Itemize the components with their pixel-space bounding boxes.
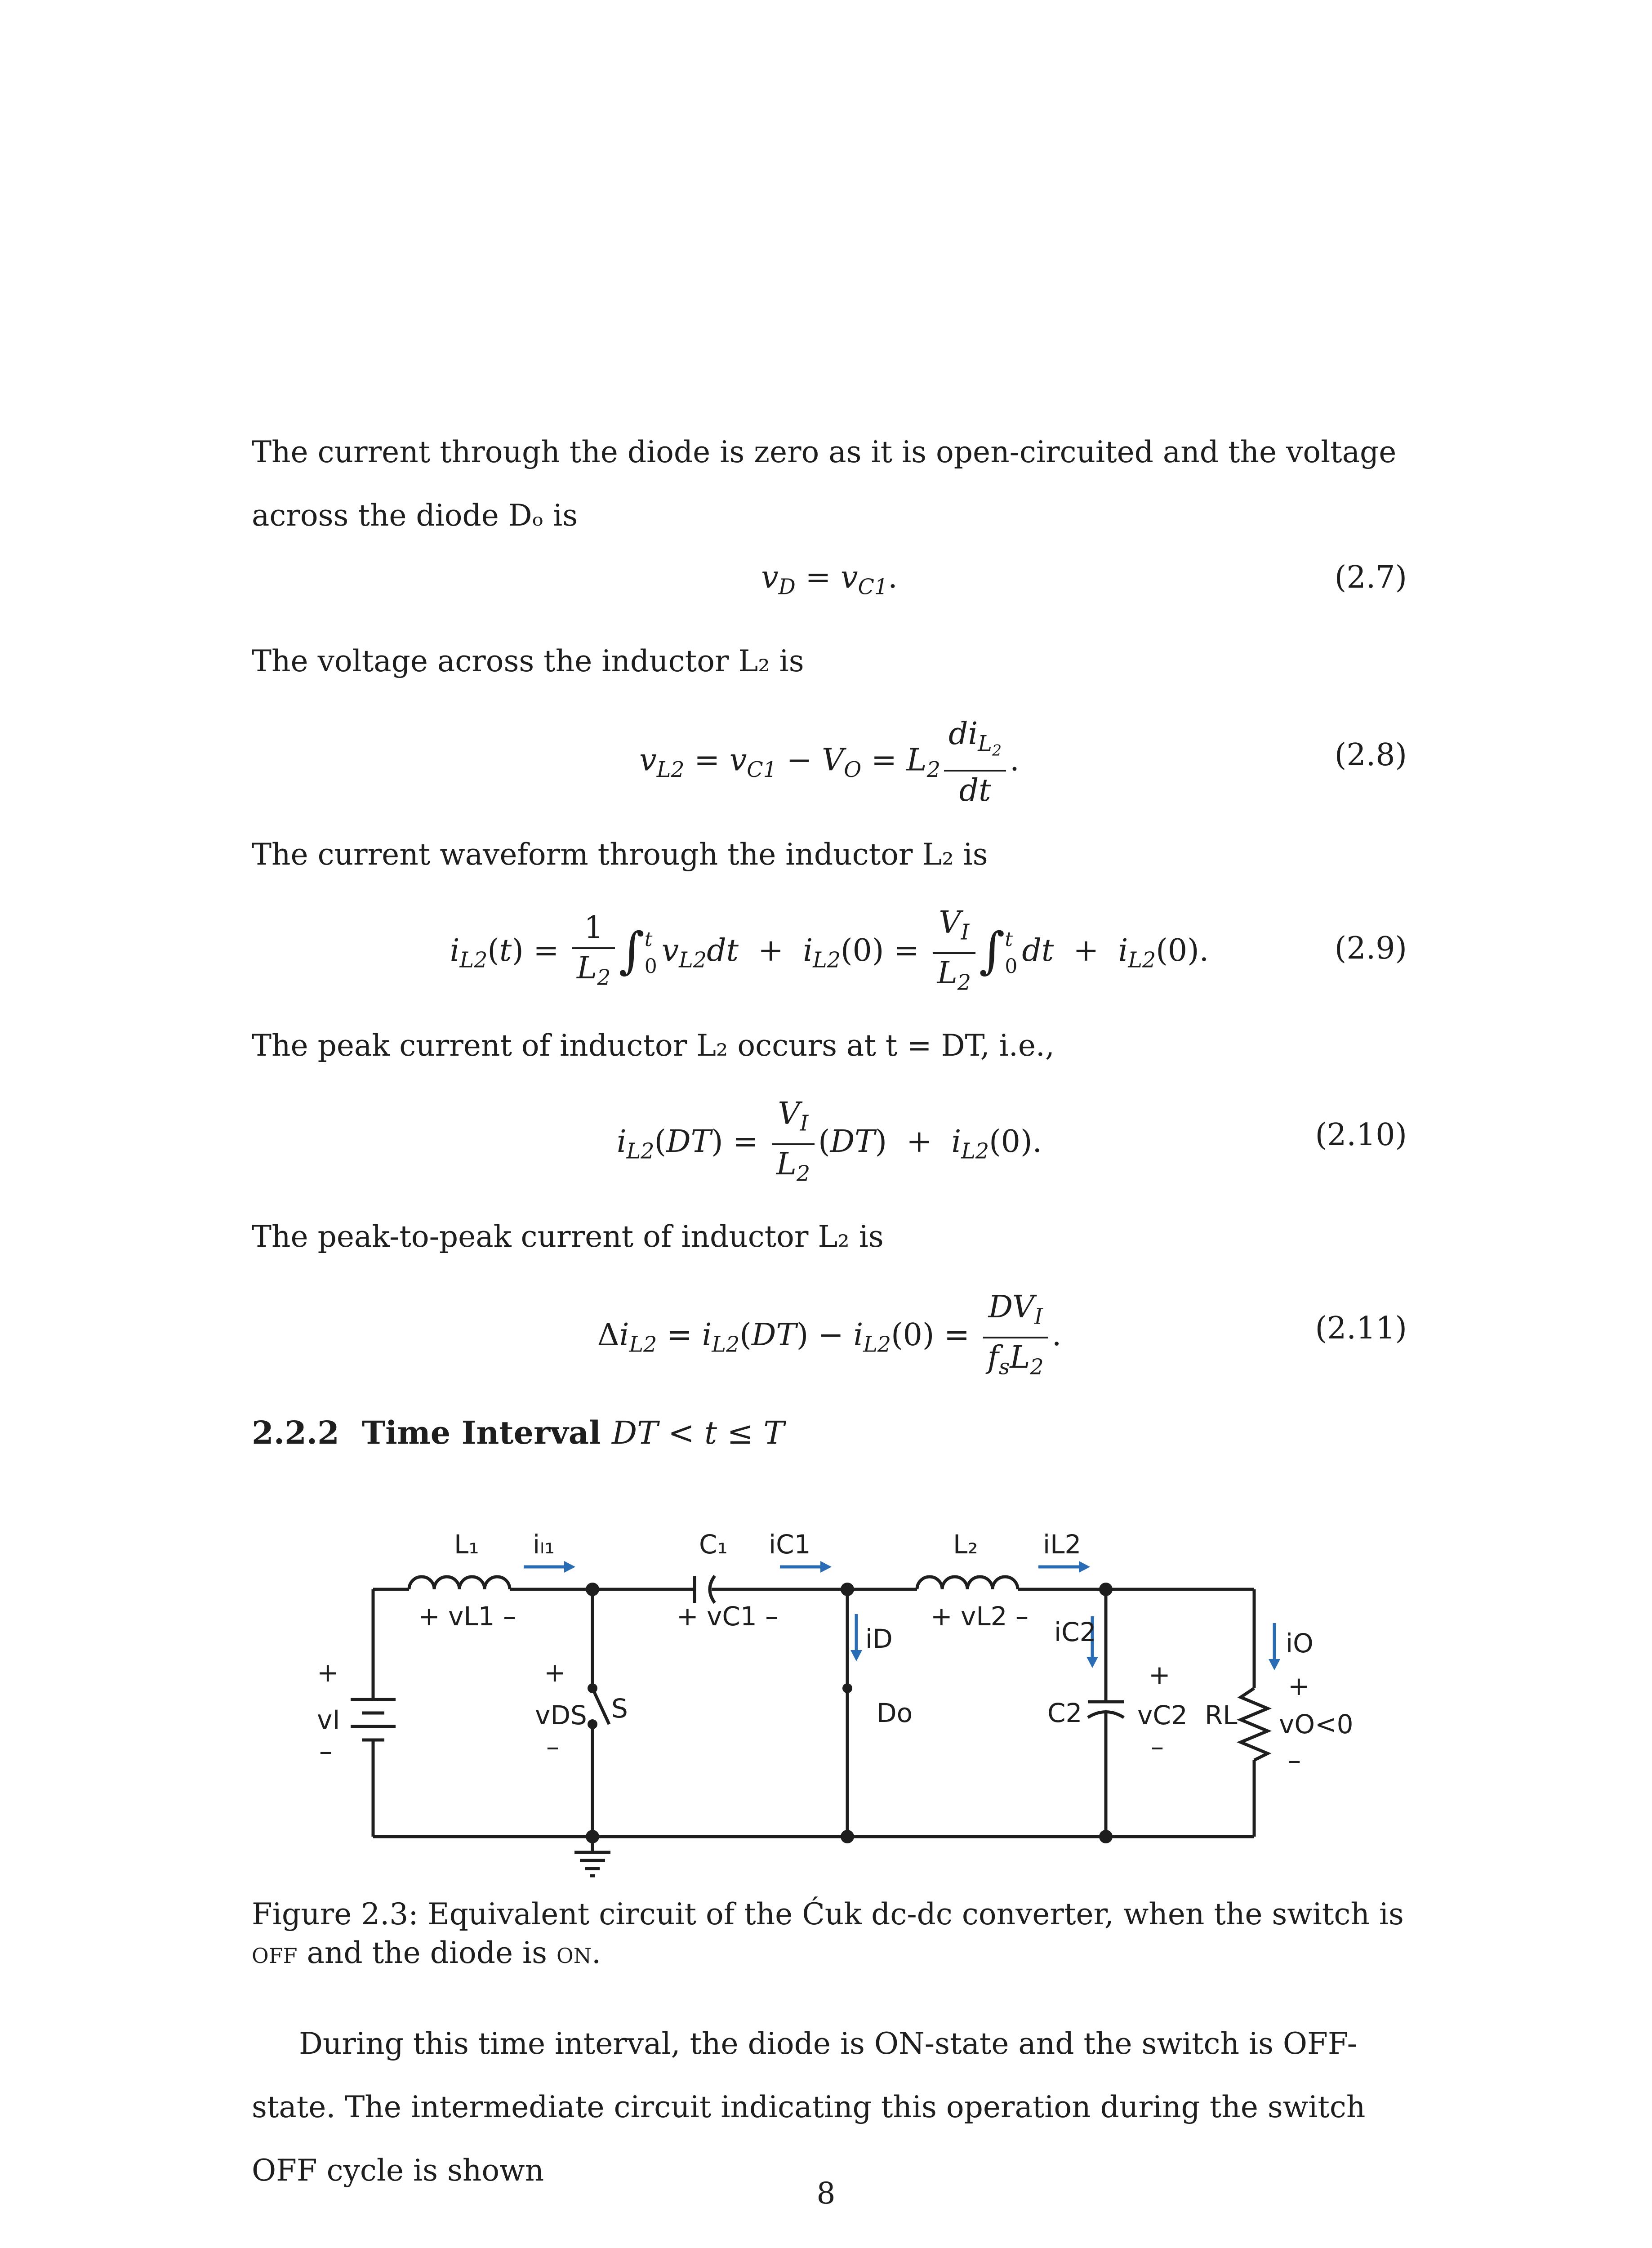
switch-contact xyxy=(588,1719,597,1729)
section-title: Time Interval xyxy=(362,1414,601,1451)
paragraph-inductor-voltage: The voltage across the inductor L₂ is xyxy=(252,644,804,678)
label-il2: iL2 xyxy=(1043,1529,1082,1560)
arrowhead xyxy=(564,1561,575,1573)
diode-contact xyxy=(842,1683,852,1693)
inductor-l2-coil xyxy=(917,1577,1018,1589)
label-switch-s: S xyxy=(611,1693,628,1724)
label-c2: C2 xyxy=(1047,1698,1082,1728)
equation-number: (2.8) xyxy=(1334,737,1407,773)
label-vl1: + vL1 – xyxy=(418,1601,517,1632)
inductor-l1-coil xyxy=(409,1577,510,1589)
junction-node xyxy=(1099,1830,1113,1843)
label-id: iD xyxy=(865,1624,893,1654)
equation-2-11-body: $\Delta i_{L2} = i_{L2}(DT) - i_{L2}(0)$ = $\frac{DV_I}{f_sL_2}$ . xyxy=(252,1288,1407,1387)
label-vc1: + vC1 – xyxy=(677,1601,779,1632)
label-minus: – xyxy=(1288,1745,1301,1775)
label-minus: – xyxy=(319,1736,332,1766)
junction-node xyxy=(586,1583,599,1596)
label-io: iO xyxy=(1286,1628,1314,1659)
equation-2-10 xyxy=(252,1095,1407,1185)
section-title-math: DT < t ≤ T xyxy=(612,1414,784,1451)
switch-s-blade xyxy=(592,1688,609,1724)
equation-number: (2.10) xyxy=(1315,1117,1407,1153)
label-minus: – xyxy=(546,1731,559,1762)
arrowhead xyxy=(1079,1561,1090,1573)
junction-node xyxy=(586,1830,599,1843)
equation-2-9-body: $i_{L2}(t)$ = $\frac{1}{L_2}$ ∫ t 0 $v_{L2}dt + i_{L2}(0)$ = $\frac{V_I}{L_2}$ ∫ t 0 dt + $i_{L2}(0)$. xyxy=(252,904,1407,1002)
arrowhead xyxy=(1086,1657,1098,1668)
label-vi: vI xyxy=(317,1704,340,1735)
label-vl2: + vL2 – xyxy=(931,1601,1029,1632)
equation-number: (2.9) xyxy=(1334,931,1407,966)
junction-node xyxy=(841,1830,854,1843)
figure-caption: Figure 2.3: Equivalent circuit of the Ćuk dc-dc converter, when the switch is off and the diode is on. xyxy=(252,1897,1404,1970)
section-number: 2.2.2 xyxy=(252,1414,339,1451)
label-il1: iₗ₁ xyxy=(533,1529,555,1560)
paragraph-diode-current: The current through the diode is zero as it is open-circuited and the voltage across the diode Dₒ is xyxy=(252,435,1397,533)
label-vc2: vC2 xyxy=(1137,1700,1188,1731)
cuk-converter-circuit-diagram xyxy=(288,1511,1354,1902)
label-plus: + xyxy=(317,1657,339,1688)
junction-node xyxy=(841,1583,854,1596)
equation-2-7-body: $v_D = v_{C1}$. xyxy=(761,560,898,600)
resistor-rl-zigzag xyxy=(1241,1688,1268,1760)
equation-2-11 xyxy=(252,1288,1407,1378)
arrowhead xyxy=(820,1561,832,1573)
label-minus: – xyxy=(1151,1731,1164,1762)
label-do: Do xyxy=(877,1698,913,1728)
label-plus: + xyxy=(1288,1671,1310,1701)
junction-node xyxy=(1099,1583,1113,1596)
paragraph-peak-to-peak: The peak-to-peak current of inductor L₂ is xyxy=(252,1219,884,1254)
equation-number: (2.11) xyxy=(1315,1311,1407,1346)
label-rl: RL xyxy=(1205,1700,1238,1731)
label-ic2: iC2 xyxy=(1054,1617,1096,1647)
equation-2-8 xyxy=(252,715,1407,809)
switch-contact xyxy=(588,1683,597,1693)
label-plus: + xyxy=(1149,1659,1171,1690)
paragraph-peak-current: The peak current of inductor L₂ occurs at t = DT, i.e., xyxy=(252,1028,1055,1063)
equation-2-8-body: $v_{L2} = v_{C1} - V_O = L_2$ $\frac{di_{L_2}}{dt}$ . xyxy=(252,715,1407,810)
arrowhead xyxy=(1269,1659,1280,1670)
paragraph-time-interval: During this time interval, the diode is ON-state and the switch is OFF-state. The intermediate circuit indicating this operation during the switch OFF cycle is shown xyxy=(252,2026,1366,2188)
label-vds: vDS xyxy=(535,1700,587,1731)
page-number: 8 xyxy=(816,2176,836,2211)
paragraph-current-waveform: The current waveform through the inductor L₂ is xyxy=(252,837,988,872)
label-l2: L₂ xyxy=(953,1529,978,1560)
equation-2-9 xyxy=(252,904,1407,998)
label-c1: C₁ xyxy=(699,1529,728,1560)
section-heading xyxy=(252,1414,1407,1451)
label-ic1: iC1 xyxy=(769,1529,811,1560)
arrowhead xyxy=(850,1650,862,1661)
equation-2-10-body: $i_{L2}(DT)$ = $\frac{V_I}{L_2}$ $(DT) + i_{L2}(0)$. xyxy=(252,1095,1407,1193)
label-vo: vO<0 xyxy=(1279,1709,1354,1740)
equation-number: (2.7) xyxy=(1334,560,1407,595)
label-plus: + xyxy=(544,1657,566,1688)
equation-2-7 xyxy=(252,560,1407,632)
label-l1: L₁ xyxy=(454,1529,479,1560)
